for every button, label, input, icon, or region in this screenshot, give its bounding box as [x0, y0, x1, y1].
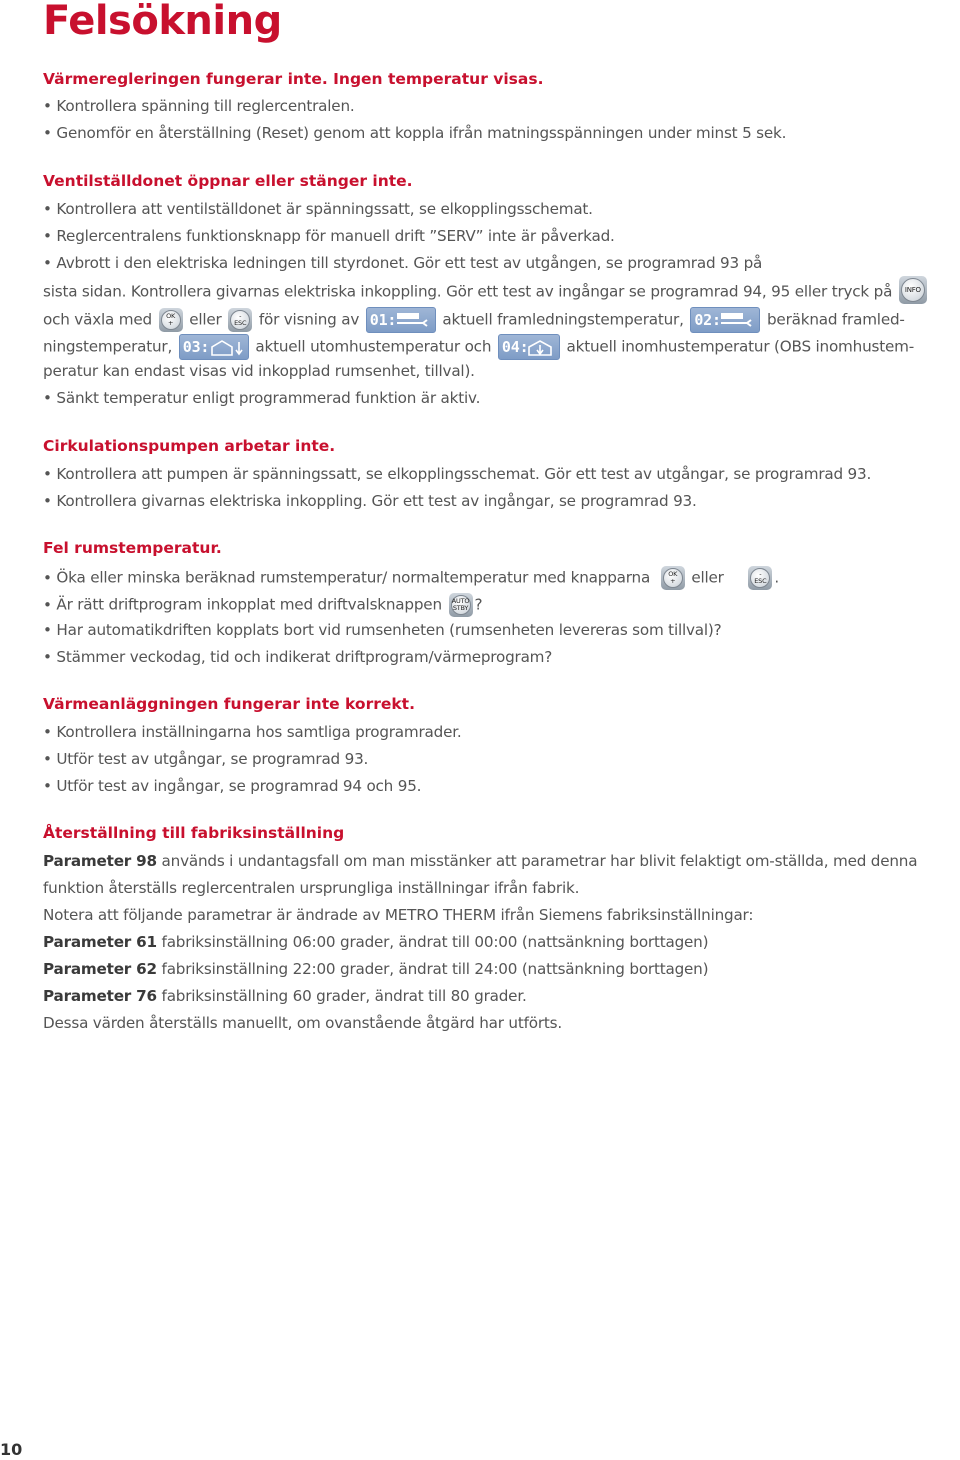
text: aktuell utomhustemperatur och [255, 337, 492, 356]
plus-label: + [167, 319, 174, 327]
minus-label: - [239, 312, 242, 320]
section-heading-room-temperature: Fel rumstemperatur. [43, 539, 222, 557]
auto-stby-button-icon [449, 593, 473, 617]
auto-stby-disc [451, 595, 471, 615]
list-item [43, 566, 779, 590]
parameter-label: Parameter 61 [43, 933, 157, 951]
section-heading-valve-actuator: Ventilställdonet öppnar eller stänger inte. [43, 172, 413, 190]
section-heading-circulation-pump: Cirkulationspumpen arbetar inte. [43, 437, 336, 455]
list-item: • Genomför en återställning (Reset) genom att koppla ifrån matningsspänningen under minst 5 sek. [43, 123, 786, 143]
page-number: 10 [0, 1440, 23, 1459]
paragraph-line: Dessa värden återställs manuellt, om ovanstående åtgärd har utförts. [43, 1014, 562, 1032]
lcd-calc-flow-temp-icon [690, 307, 760, 333]
flow-symbol-icon [719, 312, 755, 328]
lcd-code: 04: [501, 338, 529, 356]
text: beräknad framled- [766, 310, 905, 329]
list-item [43, 593, 482, 617]
info-button-icon [899, 276, 927, 304]
list-item: • Utför test av utgångar, se programrad 93. [43, 749, 368, 769]
text: ningstemperatur, [43, 337, 173, 356]
list-item: • Stämmer veckodag, tid och indikerat driftprogram/värmeprogram? [43, 647, 552, 667]
paragraph-line: peratur kan endast visas vid inkopplad rumsenhet, tillval). [43, 362, 475, 380]
text: aktuell framledningstemperatur, [442, 310, 684, 329]
paragraph-line [43, 986, 527, 1006]
auto-label: AUTO [451, 597, 470, 605]
section-heading-factory-reset: Återställning till fabriksinställning [43, 824, 345, 842]
stby-label: STBY [452, 604, 469, 612]
lcd-code: 01: [369, 311, 397, 329]
paragraph-line: funktion återställs reglercentralen ursprungliga inställningar ifrån fabrik. [43, 879, 580, 897]
house-indoor-icon [527, 339, 555, 357]
lcd-outdoor-temp-icon [179, 334, 249, 360]
lcd-code: 02: [694, 311, 721, 329]
lcd-code: 03: [182, 338, 210, 356]
list-item: • Kontrollera att ventilställdonet är spänningssatt, se elkopplingsschemat. [43, 199, 593, 219]
list-item: • Utför test av ingångar, se programrad 94 och 95. [43, 776, 421, 796]
section-heading-no-temperature: Värmeregleringen fungerar inte. Ingen temperatur visas. [43, 70, 544, 88]
minus-esc-button-icon [228, 308, 252, 332]
minus-esc-button-icon [748, 566, 772, 590]
paragraph-line [43, 959, 708, 979]
ok-label: OK [166, 312, 176, 320]
esc-label: ESC [234, 319, 247, 327]
text: eller [691, 568, 724, 587]
ok-plus-button-icon [159, 308, 183, 332]
lcd-flow-temp-icon [366, 307, 436, 333]
list-item: • Kontrollera givarnas elektriska inkoppling. Gör ett test av ingångar, se programrad 93. [43, 491, 697, 511]
parameter-label: Parameter 62 [43, 960, 157, 978]
esc-label: ESC [754, 577, 767, 585]
page-title: Felsökning [43, 0, 282, 44]
list-item: • Kontrollera att pumpen är spänningssatt, se elkopplingsschemat. Gör ett test av utgångar, se programrad 93. [43, 464, 871, 484]
text: fabriksinställning 60 grader, ändrat till 80 grader. [156, 987, 527, 1005]
text: fabriksinställning 22:00 grader, ändrat till 24:00 (nattsänkning borttagen) [156, 960, 709, 978]
ok-plus-disc [161, 310, 181, 330]
ok-plus-disc [663, 568, 683, 588]
info-label: INFO [901, 278, 925, 302]
paragraph-line [43, 851, 917, 871]
text: och växla med [43, 310, 152, 329]
ok-label: OK [668, 570, 678, 578]
paragraph-line [43, 280, 929, 304]
list-item: • Sänkt temperatur enligt programmerad funktion är aktiv. [43, 388, 480, 408]
paragraph-line [43, 307, 905, 333]
list-item: • Kontrollera spänning till reglercentralen. [43, 96, 355, 116]
text: Är rätt driftprogram inkopplat med driftvalsknappen [56, 595, 442, 614]
parameter-label: Parameter 98 [43, 852, 157, 870]
text: eller [189, 310, 222, 329]
list-item: • Kontrollera inställningarna hos samtliga programrader. [43, 722, 462, 742]
text: . [774, 568, 779, 587]
paragraph-line: Notera att följande parametrar är ändrade av METRO THERM ifrån Siemens fabriksinställningar: [43, 906, 754, 924]
plus-label: + [670, 577, 676, 585]
text: aktuell inomhustemperatur (OBS inomhustem- [566, 337, 914, 356]
list-item: • Avbrott i den elektriska ledningen till styrdonet. Gör ett test av utgången, se programrad 93 på [43, 253, 762, 273]
text: för visning av [258, 310, 360, 329]
list-item: • Har automatikdriften kopplats bort vid rumsenheten (rumsenheten levereras som tillval)? [43, 620, 722, 640]
text: sista sidan. Kontrollera givarnas elektriska inkoppling. Gör ett test av ingångar se programrad 94, 95 eller tryck på [43, 282, 893, 301]
text: fabriksinställning 06:00 grader, ändrat till 00:00 (nattsänkning borttagen) [156, 933, 709, 951]
paragraph-line [43, 334, 914, 360]
house-outdoor-icon [208, 339, 244, 357]
text: ? [474, 595, 483, 614]
ok-plus-button-icon [661, 566, 685, 590]
text: används i undantagsfall om man misstänker att parametrar har blivit felaktigt om-ställda, med denna [156, 852, 918, 870]
minus-label: - [759, 570, 762, 578]
lcd-indoor-temp-icon [498, 334, 560, 360]
paragraph-line [43, 932, 708, 952]
minus-esc-disc [230, 310, 250, 330]
flow-symbol-icon [395, 312, 431, 328]
text: Öka eller minska beräknad rumstemperatur/ normaltemperatur med knapparna [56, 568, 651, 587]
section-heading-heating-system: Värmeanläggningen fungerar inte korrekt. [43, 695, 415, 713]
minus-esc-disc [750, 568, 770, 588]
list-item: • Reglercentralens funktionsknapp för manuell drift ”SERV” inte är påverkad. [43, 226, 615, 246]
parameter-label: Parameter 76 [43, 987, 157, 1005]
